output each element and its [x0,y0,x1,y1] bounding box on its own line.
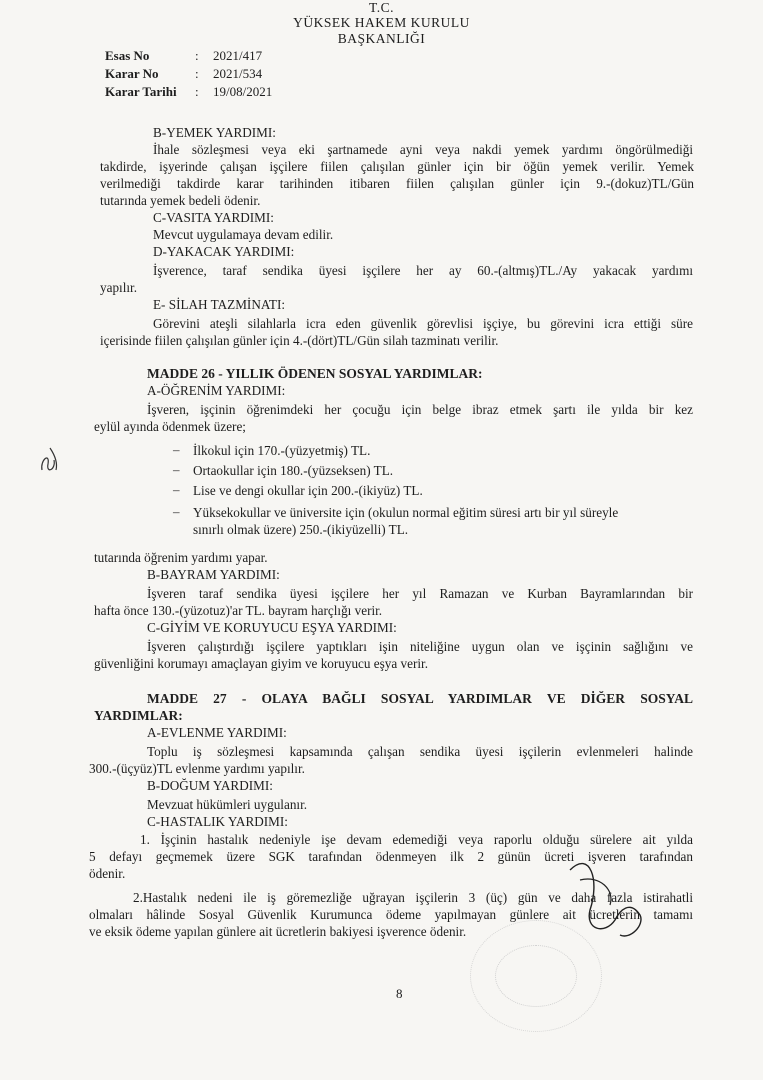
text-line: takdirde, işyerinde çalışan işçilere fiilen çalışılan günler için bir öğün yemek verilir. Yemek [100,159,694,174]
meta-value: 19/08/2021 [213,84,273,99]
meta-colon: : [195,66,199,81]
text-line: içerisinde fiilen çalışılan günler için 4.-(dört)TL/Gün silah tazminatı verilir. [100,333,499,348]
list-item: İlkokul için 170.-(yüzyetmiş) TL. [193,443,371,458]
list-dash: – [173,504,180,519]
meta-row-karar [105,65,272,83]
article-27-title-cont: YARDIMLAR: [94,708,183,723]
article-27-title: MADDE 27 - OLAYA BAĞLI SOSYAL YARDIMLAR VE DİĞER SOSYAL [147,691,693,706]
heading-giyim: C-GİYİM VE KORUYUCU EŞYA YARDIMI: [147,620,397,635]
heading-yemek: B-YEMEK YARDIMI: [153,125,276,140]
heading-vasita: C-VASITA YARDIMI: [153,210,274,225]
text-line: İşveren taraf sendika üyesi işçilere her yıl Ramazan ve Kurban Bayramlarından bir [147,586,693,601]
heading-bayram: B-BAYRAM YARDIMI: [147,567,280,582]
text-line: 2.Hastalık nedeni ile iş göremezliğe uğrayan işçilerin 3 (üç) gün ve daha fazla istirahatli [133,890,693,905]
text-line: tutarında yemek bedeli ödenir. [100,193,261,208]
text-line: verilmediği takdirde karar tarihinden itibaren fiilen çalışılan günler için 9.-(dokuz)TL/Gün [100,176,694,191]
header-subtitle: BAŞKANLIĞI [337,31,426,46]
list-item: Ortaokullar için 180.-(yüzseksen) TL. [193,463,394,478]
heading-yakacak: D-YAKACAK YARDIMI: [153,244,295,259]
text-line: Görevini ateşli silahlarla icra eden güvenlik görevlisi işçiye, bu görevini icra ettiği süre [153,316,693,331]
text-line: İşveren, işçinin öğrenimdeki her çocuğu için belge ibraz etmek şartı ile yılda bir kez [147,402,693,417]
header-tc: T.C. [369,0,394,15]
list-item: Yüksekokullar ve üniversite için (okulun normal eğitim süresi artı bir yıl süreyle [193,505,619,520]
meta-row-esas [105,47,272,65]
list-dash: – [173,442,180,457]
meta-key: Karar Tarihi [105,84,177,99]
heading-dogum: B-DOĞUM YARDIMI: [147,778,273,793]
header-title: YÜKSEK HAKEM KURULU [293,15,470,30]
meta-key: Karar No [105,66,159,81]
text-line: ve eksik ödeme yapılan günlere ait ücretlerin bakiyesi işverence ödenir. [89,924,467,939]
page-number: 8 [396,986,403,1001]
meta-colon: : [195,48,199,63]
official-seal-inner [495,945,577,1007]
margin-initials-signature [36,440,64,480]
heading-evlenme: A-EVLENME YARDIMI: [147,725,287,740]
text-line: eylül ayında ödenmek üzere; [94,419,246,434]
text-line: güvenliğini korumayı amaçlayan giyim ve koruyucu eşya verir. [94,656,428,671]
text-line: 5 defayı geçmemek üzere SGK tarafından ödenmeyen ilk 2 günün ücreti işveren tarafından [89,849,693,864]
text-line: Mevcut uygulamaya devam edilir. [153,227,334,242]
heading-ogrenim: A-ÖĞRENİM YARDIMI: [147,383,286,398]
text-line: İşveren çalıştırdığı işçilere yaptıkları işin niteliğine uygun olan ve işçinin sağlığını ve [147,639,693,654]
text-line: 1. İşçinin hastalık nedeniyle işe devam edemediği veya raporlu olduğu sürelere ait yılda [140,832,693,847]
list-item-continuation: sınırlı olmak üzere) 250.-(ikiyüzelli) TL. [193,522,409,537]
list-dash: – [173,482,180,497]
heading-silah: E- SİLAH TAZMİNATI: [153,297,286,312]
case-meta [105,47,272,101]
heading-hastalik: C-HASTALIK YARDIMI: [147,814,288,829]
meta-row-tarih [105,83,272,101]
text-line: yapılır. [100,280,137,295]
text-line: hafta önce 130.-(yüzotuz)'ar TL. bayram harçlığı verir. [94,603,383,618]
text-line: Mevzuat hükümleri uygulanır. [147,797,308,812]
text-line: Toplu iş sözleşmesi kapsamında çalışan sendika üyesi işçilerin evlenmeleri halinde [147,744,693,759]
meta-colon: : [195,84,199,99]
text-line: tutarında öğrenim yardımı yapar. [94,550,268,565]
list-item: Lise ve dengi okullar için 200.-(ikiyüz) TL. [193,483,423,498]
text-line: olmaları hâlinde Sosyal Güvenlik Kurumunca ödeme yapılmayan günlere ait ücretlerin tamamı [89,907,693,922]
text-line: İhale sözleşmesi veya eki şartnamede ayni veya nakdi yemek yardımı öngörülmediği [153,142,693,157]
text-line: İşverence, taraf sendika üyesi işçilere her ay 60.-(altmış)TL./Ay yakacak yardımı [153,263,693,278]
text-line: ödenir. [89,866,126,881]
meta-key: Esas No [105,48,150,63]
article-26-title: MADDE 26 - YILLIK ÖDENEN SOSYAL YARDIMLAR: [147,366,483,381]
meta-value: 2021/534 [213,66,263,81]
list-dash: – [173,462,180,477]
meta-value: 2021/417 [213,48,263,63]
text-line: 300.-(üçyüz)TL evlenme yardımı yapılır. [89,761,305,776]
